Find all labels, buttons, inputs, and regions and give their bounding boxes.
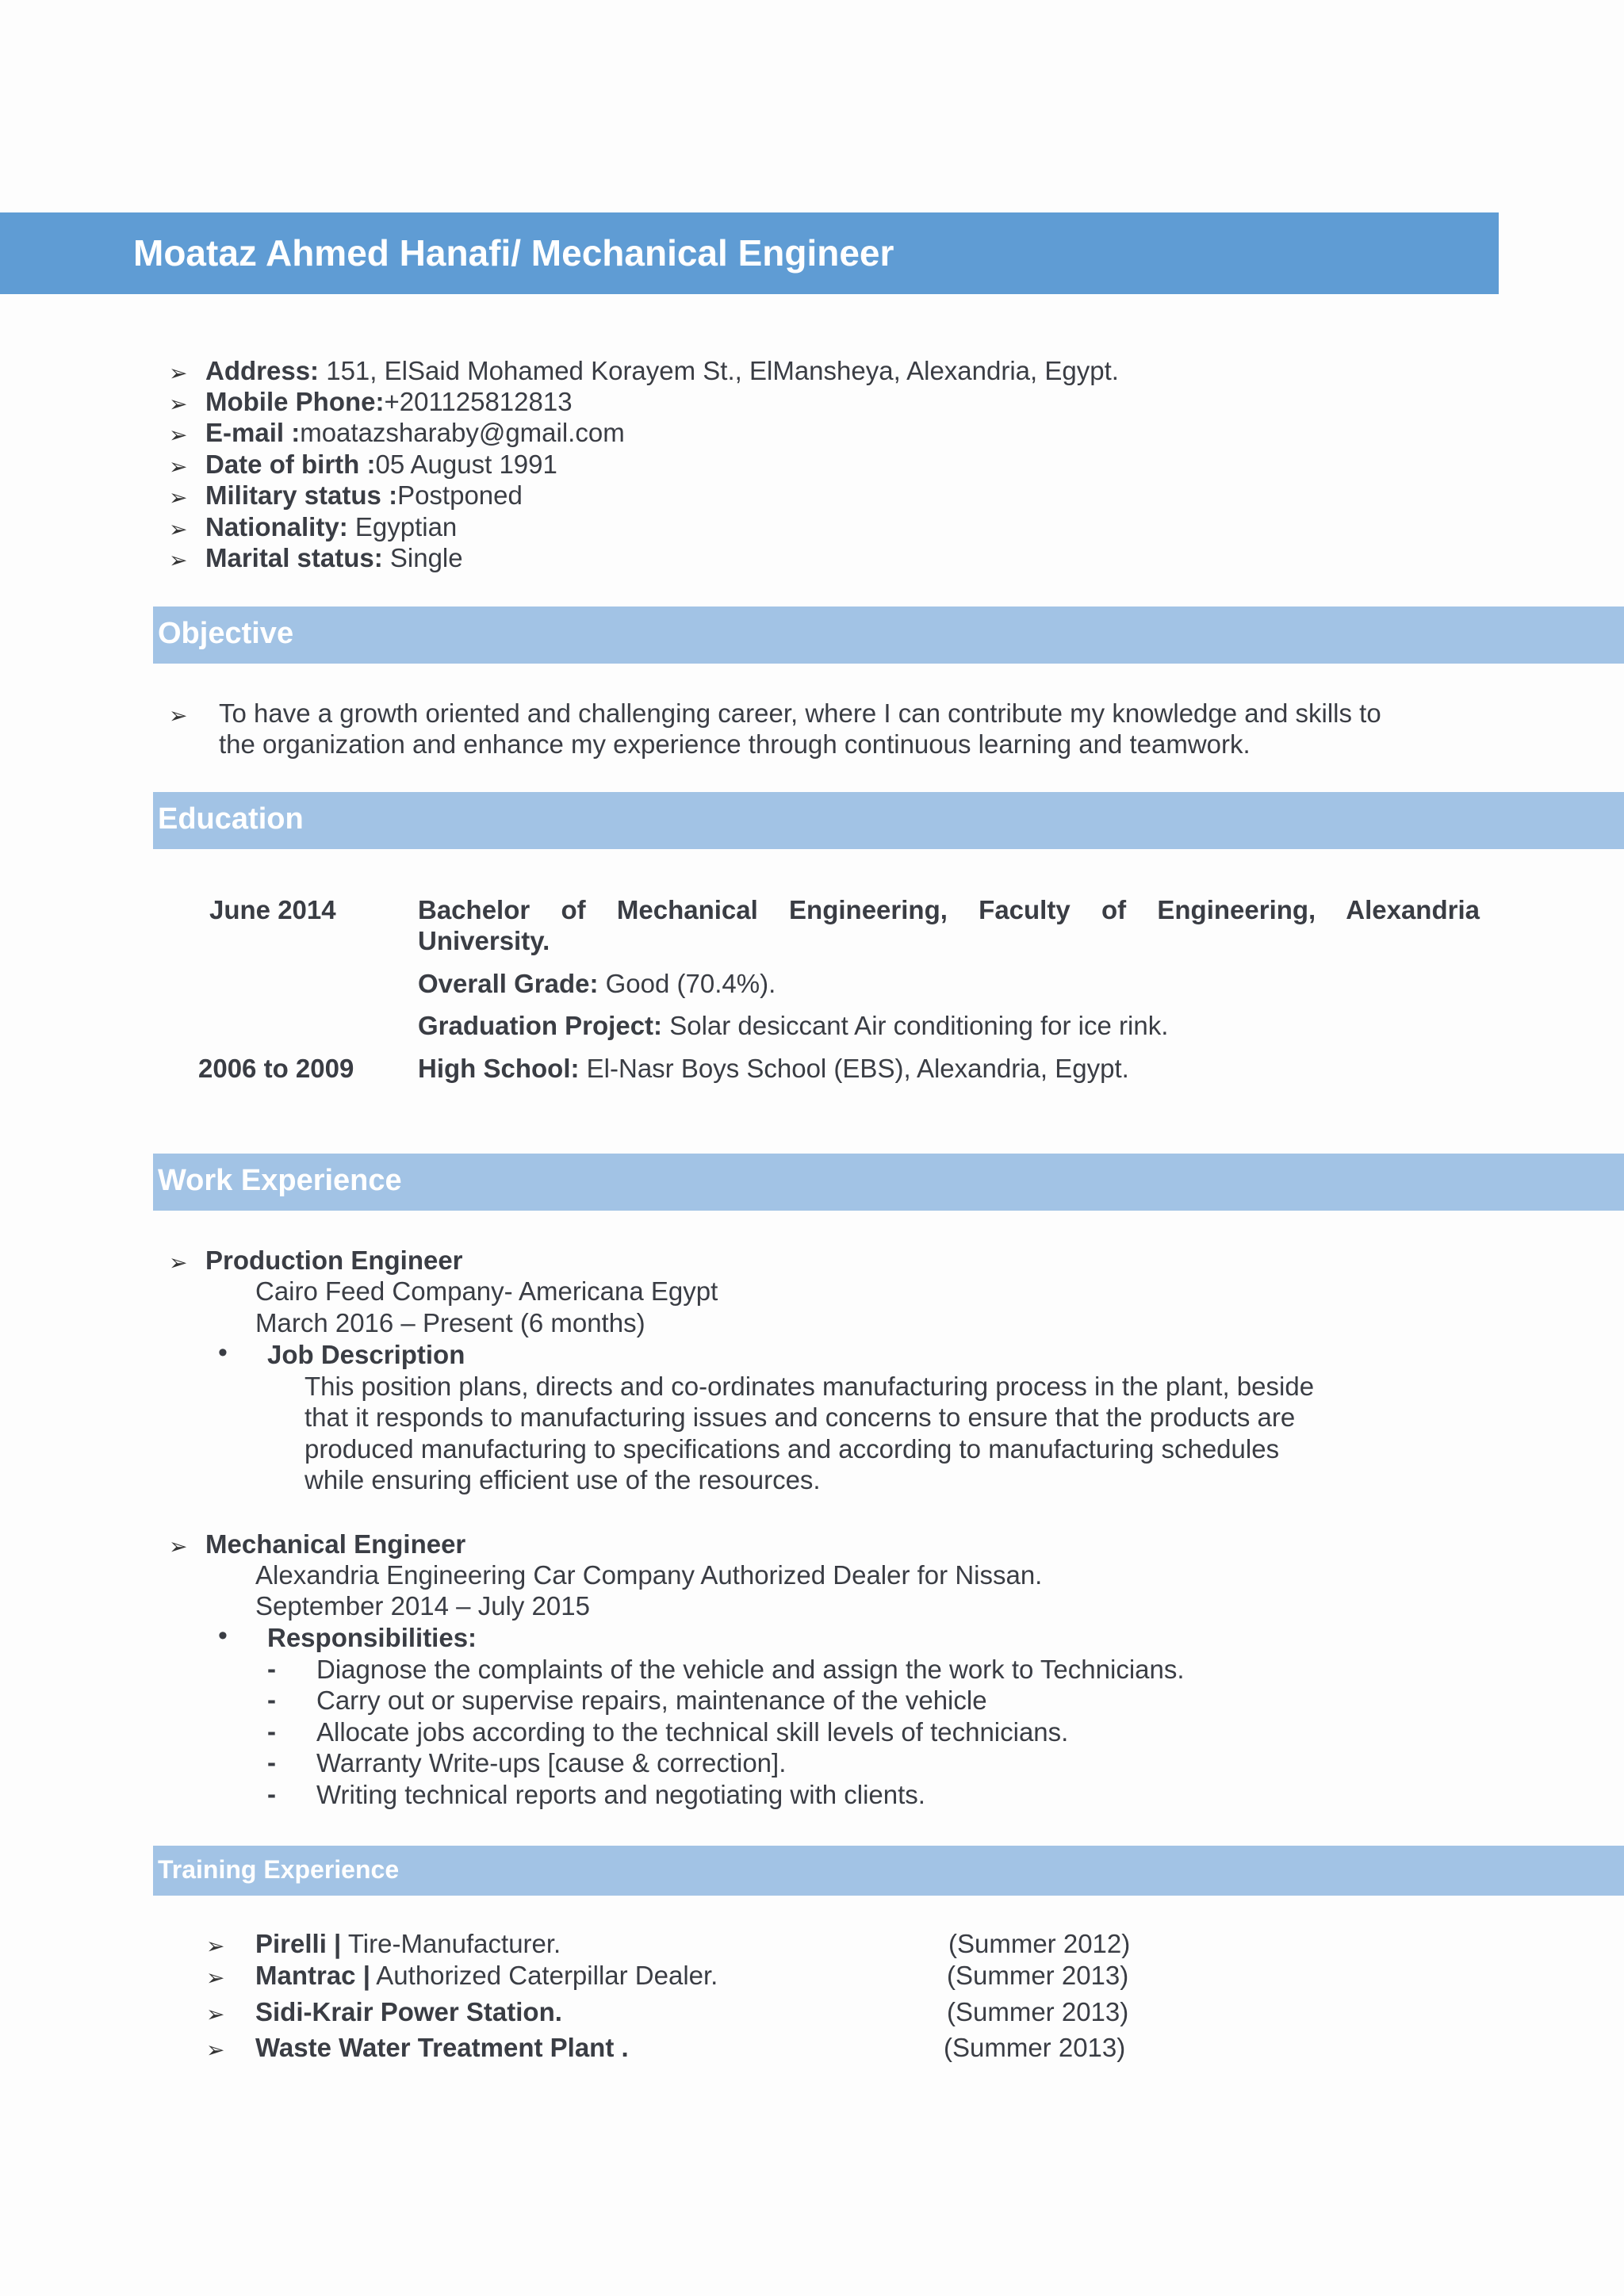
project-value: Solar desiccant Air conditioning for ice rink. (662, 1011, 1169, 1040)
job-title: Production Engineer (205, 1246, 463, 1275)
overall-grade (418, 968, 776, 1000)
responsibility-item: Allocate jobs according to the technical skill levels of technicians. (316, 1717, 1069, 1747)
military-value: Postponed (397, 480, 523, 510)
job-description-line: This position plans, directs and co-ordinates manufacturing process in the plant, beside (304, 1372, 1315, 1401)
arrowhead-bullet-icon: ➢ (169, 423, 188, 447)
email-line (205, 417, 625, 449)
training-desc: Authorized Caterpillar Dealer. (370, 1961, 718, 1990)
training-section-header (153, 1846, 1624, 1896)
military-line (205, 480, 523, 511)
mobile-label: Mobile Phone: (205, 387, 385, 416)
degree-line-2: University. (418, 926, 550, 955)
job-description-label: Job Description (267, 1340, 465, 1369)
training-name: Pirelli | (255, 1929, 342, 1958)
responsibilities-label: Responsibilities: (267, 1623, 477, 1652)
dash-bullet-icon: - (267, 1716, 276, 1746)
training-name: Mantrac | (255, 1961, 370, 1990)
dob-label: Date of birth : (205, 450, 376, 479)
arrowhead-bullet-icon: ➢ (169, 703, 188, 728)
dash-bullet-icon: - (267, 1654, 276, 1683)
page-title: Moataz Ahmed Hanafi/ Mechanical Engineer (133, 232, 894, 274)
job-description-line: produced manufacturing to specifications and according to manufacturing schedules (304, 1434, 1280, 1464)
arrowhead-bullet-icon: ➢ (206, 1965, 225, 1990)
training-item-text (255, 1928, 561, 1960)
school-label: High School: (418, 1054, 580, 1083)
military-label: Military status : (205, 480, 398, 510)
education-heading: Education (158, 802, 304, 836)
training-period: (Summer 2013) (947, 1961, 1129, 1990)
training-item-sidi-krair (206, 1996, 1158, 2028)
mobile-line (205, 386, 573, 418)
training-item-text (255, 1996, 562, 2028)
dash-bullet-icon: - (267, 1779, 276, 1808)
training-period: (Summer 2013) (947, 1997, 1129, 2026)
address-label: Address: (205, 356, 320, 385)
arrowhead-bullet-icon: ➢ (206, 2002, 225, 2026)
job-company: Cairo Feed Company- Americana Egypt (255, 1276, 718, 1306)
training-item-text (255, 2032, 629, 2064)
objective-heading: Objective (158, 617, 294, 650)
responsibility-item: Warranty Write-ups [cause & correction]. (316, 1748, 787, 1777)
education-date-university: June 2014 (209, 895, 336, 924)
objective-text-line-1: To have a growth oriented and challenging career, where I can contribute my knowledge and skills to (219, 698, 1381, 728)
arrowhead-bullet-icon: ➢ (169, 1534, 188, 1559)
mobile-value: +201125812813 (384, 387, 573, 416)
job-title: Mechanical Engineer (205, 1529, 466, 1559)
job-description-line: while ensuring efficient use of the resources. (304, 1465, 821, 1494)
arrowhead-bullet-icon: ➢ (169, 361, 188, 385)
email-label: E-mail : (205, 418, 301, 447)
training-item-waste-water (206, 2032, 1158, 2064)
marital-value: Single (382, 543, 463, 572)
graduation-project (418, 1010, 1168, 1042)
responsibility-item: Carry out or supervise repairs, maintenance of the vehicle (316, 1686, 987, 1715)
arrowhead-bullet-icon: ➢ (169, 392, 188, 416)
job-company: Alexandria Engineering Car Company Authorized Dealer for Nissan. (255, 1560, 1043, 1590)
grade-value: Good (70.4%). (598, 969, 776, 998)
dob-line (205, 449, 557, 480)
job-period: September 2014 – July 2015 (255, 1591, 590, 1621)
work-section-header (153, 1154, 1624, 1211)
dash-bullet-icon: - (267, 1685, 276, 1714)
title-bar (0, 212, 1499, 294)
marital-line (205, 542, 463, 574)
high-school (418, 1053, 1129, 1085)
training-period: (Summer 2013) (944, 2033, 1126, 2062)
email-value: moatazsharaby@gmail.com (300, 418, 625, 447)
arrowhead-bullet-icon: ➢ (206, 1934, 225, 1958)
arrowhead-bullet-icon: ➢ (169, 548, 188, 572)
work-heading: Work Experience (158, 1164, 402, 1197)
objective-text-line-2: the organization and enhance my experience through continuous learning and teamwork. (219, 729, 1251, 759)
training-period: (Summer 2012) (948, 1929, 1131, 1958)
nationality-line (205, 511, 457, 543)
responsibility-item: Diagnose the complaints of the vehicle and assign the work to Technicians. (316, 1655, 1185, 1684)
address-value: 151, ElSaid Mohamed Korayem St., ElMansheya, Alexandria, Egypt. (319, 356, 1119, 385)
responsibility-item: Writing technical reports and negotiating with clients. (316, 1780, 925, 1809)
grade-label: Overall Grade: (418, 969, 599, 998)
degree-line-1: Bachelor of Mechanical Engineering, Faculty of Engineering, Alexandria (418, 895, 1480, 924)
training-item-text (255, 1960, 718, 1992)
project-label: Graduation Project: (418, 1011, 663, 1040)
dot-bullet-icon: • (218, 1337, 228, 1368)
address-line (205, 355, 1119, 387)
arrowhead-bullet-icon: ➢ (169, 485, 188, 510)
training-name: Sidi-Krair Power Station. (255, 1997, 562, 2026)
arrowhead-bullet-icon: ➢ (169, 1250, 188, 1275)
training-name: Waste Water Treatment Plant . (255, 2033, 629, 2062)
training-item-pirelli (206, 1928, 1158, 1960)
dot-bullet-icon: • (218, 1621, 228, 1651)
job-period: March 2016 – Present (6 months) (255, 1308, 645, 1337)
school-value: El-Nasr Boys School (EBS), Alexandria, Egypt. (579, 1054, 1129, 1083)
training-item-mantrac (206, 1960, 1158, 1992)
arrowhead-bullet-icon: ➢ (169, 517, 188, 541)
nationality-label: Nationality: (205, 512, 348, 541)
marital-label: Marital status: (205, 543, 383, 572)
arrowhead-bullet-icon: ➢ (206, 2038, 225, 2062)
objective-section-header (153, 607, 1624, 664)
education-section-header (153, 792, 1624, 849)
dash-bullet-icon: - (267, 1747, 276, 1777)
training-desc: Tire-Manufacturer. (341, 1929, 561, 1958)
education-date-school: 2006 to 2009 (198, 1054, 354, 1083)
arrowhead-bullet-icon: ➢ (169, 454, 188, 479)
dob-value: 05 August 1991 (375, 450, 557, 479)
nationality-value: Egyptian (347, 512, 458, 541)
training-heading: Training Experience (158, 1855, 400, 1884)
job-description-line: that it responds to manufacturing issues and concerns to ensure that the products are (304, 1402, 1296, 1432)
